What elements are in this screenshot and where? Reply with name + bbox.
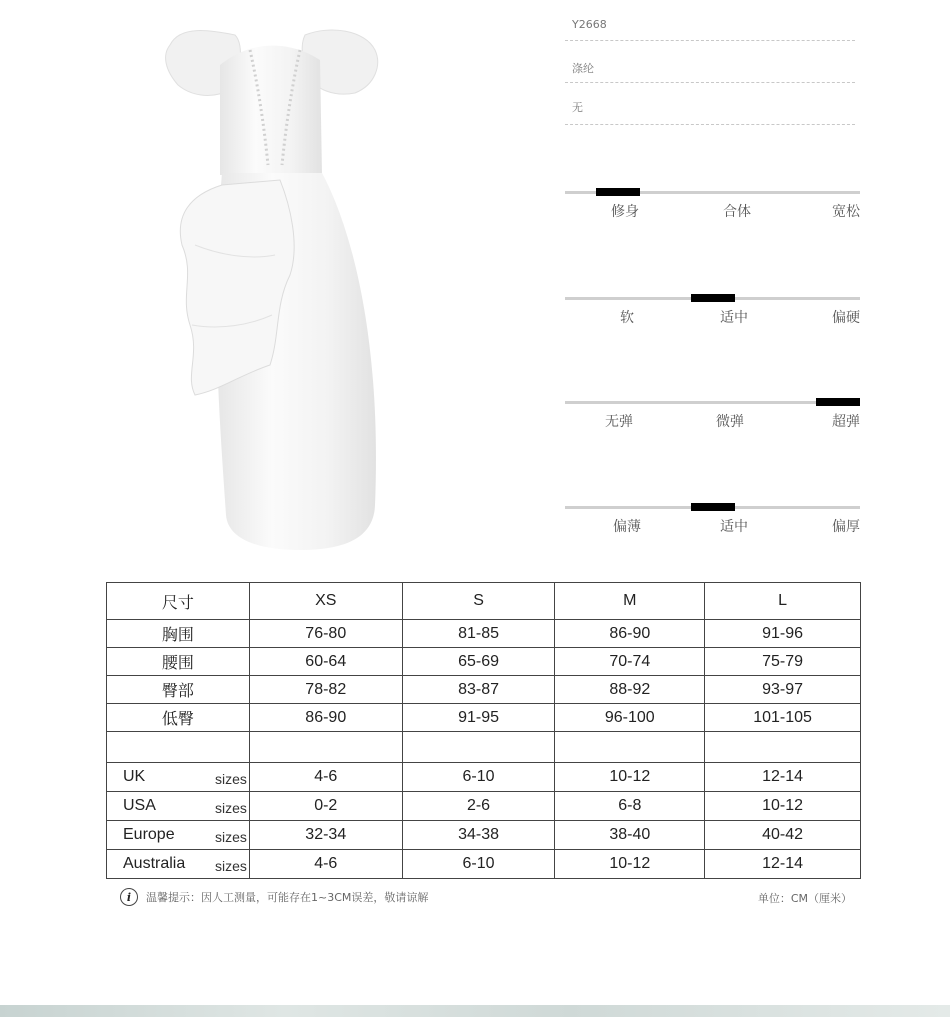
scale-label-left: 无弹: [605, 414, 633, 430]
table-cell: 10-12: [555, 850, 705, 879]
scale-label-right: 超弹: [832, 414, 860, 430]
table-cell: 12-14: [705, 763, 861, 792]
table-header-row: [107, 583, 861, 620]
row-label: 低臀: [107, 704, 250, 732]
table-cell: [249, 732, 402, 763]
table-cell: 0-2: [249, 792, 402, 821]
scale-marker: [691, 294, 735, 302]
product-image: [150, 5, 410, 555]
region-name: Europe: [123, 826, 175, 843]
scale-label-left: 偏薄: [613, 519, 641, 535]
spec-style-code: [565, 0, 855, 41]
header-cell: M: [555, 583, 705, 620]
sizes-suffix: sizes: [214, 858, 247, 874]
table-row: [107, 704, 861, 732]
header-cell: XS: [249, 583, 402, 620]
row-label: 腰围: [107, 648, 250, 676]
table-cell: 10-12: [555, 763, 705, 792]
spec-text: 无: [572, 101, 583, 114]
table-cell: 12-14: [705, 850, 861, 879]
table-cell: 40-42: [705, 821, 861, 850]
sizes-suffix: sizes: [214, 829, 247, 845]
spec-material: [565, 42, 855, 83]
scale-label-right: 偏厚: [832, 519, 860, 535]
measurement-note: [120, 888, 428, 906]
table-blank-row: [107, 732, 861, 763]
table-cell: [555, 732, 705, 763]
table-row: [107, 850, 861, 879]
header-cell: S: [402, 583, 555, 620]
region-label: [107, 792, 250, 821]
decorative-bottom-band: [0, 1005, 950, 1017]
sizes-suffix: sizes: [214, 800, 247, 816]
scale-label-middle: 微弹: [716, 414, 744, 430]
table-cell: [107, 732, 250, 763]
table-row: [107, 821, 861, 850]
table-row: [107, 676, 861, 704]
thickness-scale: [565, 506, 860, 546]
table-cell: 75-79: [705, 648, 861, 676]
sizes-suffix: sizes: [214, 771, 247, 787]
table-cell: 65-69: [402, 648, 555, 676]
row-label: 臀部: [107, 676, 250, 704]
size-chart-table: [106, 582, 861, 879]
table-cell: 93-97: [705, 676, 861, 704]
table-row: [107, 763, 861, 792]
spec-lining: [565, 84, 855, 125]
table-cell: 86-90: [555, 620, 705, 648]
table-cell: 34-38: [402, 821, 555, 850]
table-cell: 88-92: [555, 676, 705, 704]
region-name: UK: [123, 768, 146, 785]
table-cell: 6-8: [555, 792, 705, 821]
scale-label-left: 修身: [611, 204, 639, 220]
table-cell: 4-6: [249, 850, 402, 879]
table-cell: 101-105: [705, 704, 861, 732]
spec-text: 涤纶: [572, 62, 594, 75]
table-cell: 6-10: [402, 850, 555, 879]
table-cell: 91-96: [705, 620, 861, 648]
table-cell: 78-82: [249, 676, 402, 704]
info-icon: i: [120, 888, 138, 906]
table-cell: 91-95: [402, 704, 555, 732]
table-cell: 76-80: [249, 620, 402, 648]
scale-label-middle: 适中: [720, 310, 748, 326]
scale-label-middle: 适中: [720, 519, 748, 535]
table-cell: 6-10: [402, 763, 555, 792]
region-label: [107, 821, 250, 850]
table-row: [107, 648, 861, 676]
unit-label: 单位：CM（厘米）: [757, 892, 852, 905]
note-text: 温馨提示：因人工测量，可能存在1~3CM误差，敬请谅解: [146, 891, 429, 904]
table-cell: [705, 732, 861, 763]
scale-label-right: 偏硬: [832, 310, 860, 326]
header-cell: 尺寸: [107, 583, 250, 620]
table-row: [107, 792, 861, 821]
elasticity-scale: [565, 401, 860, 441]
table-cell: 2-6: [402, 792, 555, 821]
scale-label-middle: 合体: [723, 204, 751, 220]
region-name: USA: [123, 797, 156, 814]
region-label: [107, 763, 250, 792]
table-cell: 70-74: [555, 648, 705, 676]
table-cell: 86-90: [249, 704, 402, 732]
region-name: Australia: [123, 855, 186, 872]
header-cell: L: [705, 583, 861, 620]
table-cell: 60-64: [249, 648, 402, 676]
scale-label-right: 宽松: [832, 204, 860, 220]
table-cell: [402, 732, 555, 763]
scale-marker: [691, 503, 735, 511]
table-row: [107, 620, 861, 648]
table-cell: 38-40: [555, 821, 705, 850]
table-cell: 10-12: [705, 792, 861, 821]
table-cell: 96-100: [555, 704, 705, 732]
scale-marker: [816, 398, 860, 406]
table-cell: 32-34: [249, 821, 402, 850]
region-label: [107, 850, 250, 879]
spec-text: Y2668: [572, 18, 607, 31]
softness-scale: [565, 297, 860, 337]
scale-marker: [596, 188, 640, 196]
table-cell: 81-85: [402, 620, 555, 648]
row-label: 胸围: [107, 620, 250, 648]
scale-label-left: 软: [620, 310, 634, 326]
table-cell: 83-87: [402, 676, 555, 704]
fit-scale: [565, 191, 860, 231]
table-cell: 4-6: [249, 763, 402, 792]
